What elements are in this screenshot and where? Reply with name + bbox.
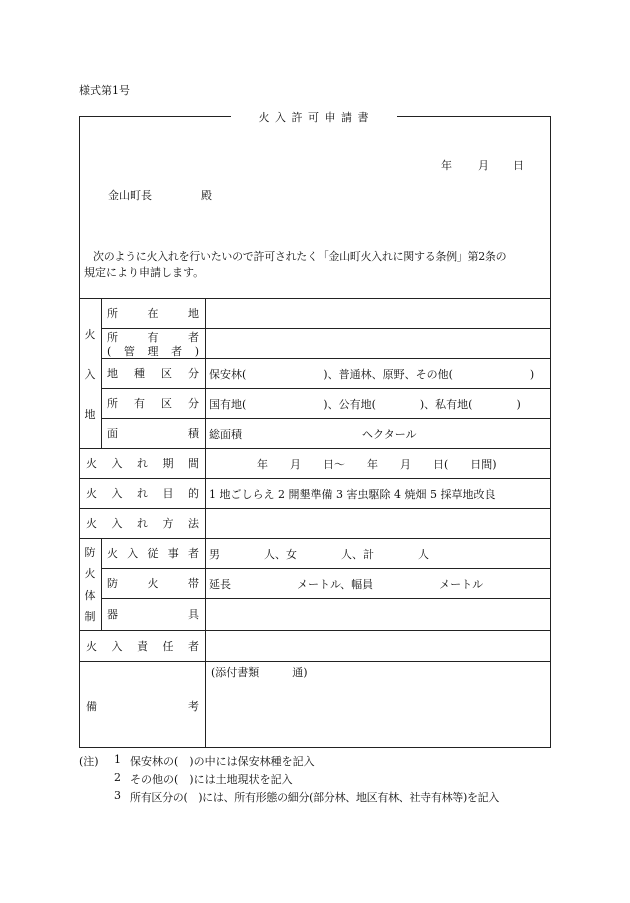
- frame-bottom: [79, 747, 551, 748]
- fire-system-char-2: 火: [84, 567, 96, 581]
- ownership-type-label: [107, 395, 199, 411]
- body-text-line2: 規定により申請します。: [84, 266, 205, 279]
- frame-top-right: [397, 116, 551, 117]
- workers-label-text: 火入従事者: [107, 547, 199, 560]
- location-label-text: 所在地: [107, 307, 199, 320]
- period-label-text: 火入れ期間: [86, 457, 199, 470]
- purpose-label-text: 火入れ目的: [86, 487, 199, 500]
- responsible-label: [86, 638, 199, 654]
- location-label: [107, 305, 199, 321]
- land-group-char-1: 火: [84, 328, 96, 341]
- method-label: [86, 515, 199, 531]
- owner-sublabel: [107, 344, 199, 357]
- land-type-value[interactable]: 保安林( )、普通林、原野、その他( ): [209, 367, 535, 381]
- responsible-value[interactable]: [210, 631, 546, 661]
- period-value[interactable]: 年 月 日〜 年 月 日( 日間): [257, 457, 497, 471]
- fire-system-char-1: 防: [84, 546, 96, 559]
- form-title: 火 入 許 可 申 請 書: [258, 111, 370, 124]
- vline-group: [101, 298, 102, 448]
- purpose-value[interactable]: 1 地ごしらえ 2 開墾準備 3 害虫駆除 4 焼畑 5 採草地改良: [209, 487, 496, 501]
- workers-label: [107, 545, 199, 561]
- location-value[interactable]: [210, 299, 546, 328]
- land-group-label: [79, 326, 101, 422]
- firebreak-label-text: 防火帯: [107, 577, 199, 590]
- note-2-text: その他の( )には土地現状を記入: [130, 773, 293, 786]
- owner-label: [107, 330, 199, 343]
- remarks-label-right: 考: [188, 700, 199, 713]
- fire-system-char-3: 体: [84, 588, 96, 602]
- date-month: 月: [478, 159, 489, 172]
- vline-group-2: [101, 538, 102, 630]
- frame-right: [550, 116, 551, 748]
- hline-4: [101, 418, 551, 419]
- date-year: 年: [441, 159, 452, 172]
- land-type-label-text: 地種区分: [107, 367, 199, 380]
- note-1-text: 保安林の( )の中には保安林種を記入: [130, 755, 315, 768]
- owner-value[interactable]: [210, 329, 546, 358]
- area-value-prefix: 総面積: [209, 427, 242, 441]
- notes-prefix: (注): [79, 755, 99, 768]
- form-number: 様式第1号: [79, 84, 130, 97]
- hline-12: [79, 661, 551, 662]
- vline-value: [205, 298, 206, 747]
- firebreak-label: [107, 575, 199, 591]
- owner-label-text: 所有者: [107, 330, 199, 344]
- note-1-num: 1: [114, 753, 121, 766]
- area-label: [107, 425, 199, 441]
- fire-system-group-label: [79, 544, 101, 624]
- remarks-value[interactable]: (添付書類 通): [211, 666, 308, 679]
- remarks-label-left: 備: [86, 700, 97, 713]
- note-2-num: 2: [114, 771, 121, 784]
- frame-top-left: [79, 116, 231, 117]
- land-group-char-3: 地: [84, 408, 96, 421]
- note-3-num: 3: [114, 789, 121, 802]
- land-group-char-2: 入: [84, 368, 96, 381]
- firebreak-value[interactable]: 延長 メートル、幅員 メートル: [209, 577, 484, 591]
- purpose-label: [86, 485, 199, 501]
- workers-value[interactable]: 男 人、女 人、計 人: [209, 547, 429, 561]
- fire-system-char-4: 制: [84, 609, 96, 623]
- responsible-label-text: 火入責任者: [86, 640, 199, 653]
- ownership-type-value[interactable]: 国有地( )、公有地( )、私有地( ): [209, 397, 521, 411]
- frame-left: [79, 116, 80, 748]
- ownership-type-label-text: 所有区分: [107, 397, 199, 410]
- equipment-label-text: 器具: [107, 608, 199, 621]
- body-text-line1: 次のように火入れを行いたいので許可されたく「金山町火入れに関する条例」第2条の: [93, 250, 507, 263]
- addressee-honorific: 殿: [201, 189, 212, 202]
- area-value-unit: ヘクタール: [362, 427, 417, 441]
- period-label: [86, 455, 199, 471]
- equipment-value[interactable]: [210, 599, 546, 630]
- land-type-label: [107, 365, 199, 381]
- date-day: 日: [513, 159, 524, 172]
- note-3-text: 所有区分の( )には、所有形態の細分(部分林、地区有林、社寺有林等)を記入: [130, 791, 500, 804]
- area-label-text: 面積: [107, 427, 199, 440]
- equipment-label: [107, 606, 199, 622]
- owner-sublabel-text: (管理者): [107, 344, 199, 358]
- method-value[interactable]: [210, 509, 546, 538]
- method-label-text: 火入れ方法: [86, 517, 199, 530]
- addressee-name: 金山町長: [108, 189, 152, 202]
